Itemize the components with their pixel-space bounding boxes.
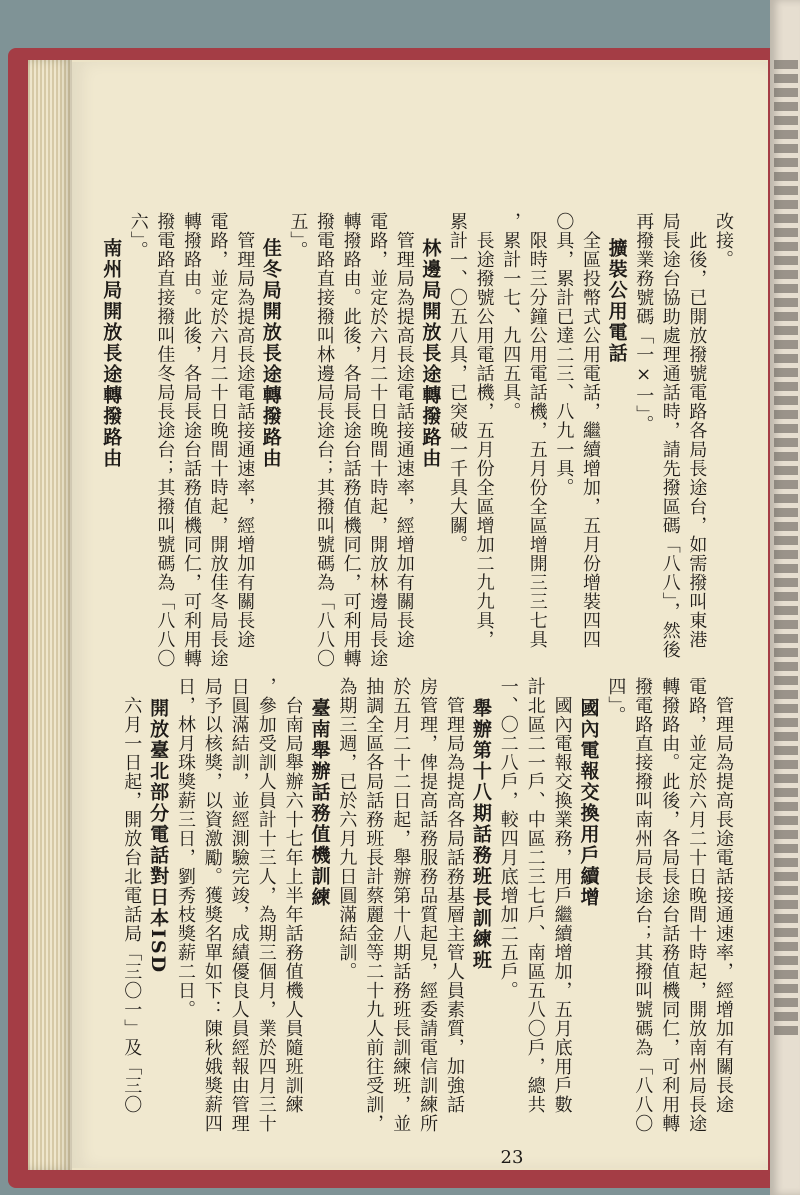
text-column: 撥電路直接撥叫林邊局長途台；其撥叫號碼為「八八〇 <box>314 212 335 668</box>
text-column: 管理局為提高各局話務基層主管人員素質，加強話 <box>444 677 465 1114</box>
text-column: 日，林月珠獎薪三日，劉秀枝獎薪二日。 <box>175 677 196 1019</box>
text-column: 四」。 <box>605 677 627 725</box>
text-column: 電路，並定於六月二十日晚間十時起，開放林邊局長途 <box>367 212 389 668</box>
text-column: 台南局舉辦六十七年上半年話務值機人員隨班訓練 <box>282 677 304 1114</box>
section-heading: 佳冬局開放長途轉撥路由 <box>259 238 282 469</box>
text-column: 限時三分鐘公用電話機，五月份全區增開三三七具 <box>526 212 548 649</box>
text-column: 管理局為提高長途電話接通速率，經增加有關長途 <box>393 212 415 649</box>
section-heading: 國內電報交換用戶續增 <box>577 698 600 908</box>
section-heading: 舉辦第十八期話務班長訓練班 <box>469 698 492 971</box>
text-column: 電路，並定於六月二十日晚間十時起，開放南州局長途 <box>686 677 708 1133</box>
book-page <box>72 62 768 1168</box>
text-column: 局予以核獎，以資激勵。獲獎名單如下：陳秋娥獎薪四 <box>201 677 223 1133</box>
text-column: 六」。 <box>127 212 149 260</box>
text-column: 轉撥路由。此後，各局長途台話務值機同仁，可利用轉 <box>659 677 681 1133</box>
text-column: 全區投幣式公用電話，繼續增加，五月份增裝四四 <box>580 212 601 649</box>
text-column: 轉撥路由。此後，各局長途台話務值機同仁，可利用轉 <box>340 212 362 668</box>
text-column: 為期三週，已於六月九日圓滿結訓。 <box>336 677 358 981</box>
text-column: 日圓滿結訓，並經測驗完竣，成績優良人員經報由管理 <box>228 677 250 1133</box>
text-column: 房管理，俾提高話務服務品質起見，經委請電信訓練所 <box>417 677 439 1133</box>
text-column: 〇具，累計已達二三、八九一具。 <box>553 212 575 497</box>
text-column: ，參加受訓人員計十三人，為期三個月，業於四月三十 <box>255 677 277 1133</box>
text-column: 撥電路直接撥叫佳冬局長途台；其撥叫號碼為「八八〇 <box>154 212 176 668</box>
text-column: ，累計一七、九四五具。 <box>500 212 522 421</box>
text-column: 計北區二一戶、中區二三七戶、南區五八〇戶，總共 <box>524 677 546 1114</box>
text-column: 管理局為提高長途電話接通速率，經增加有關長途 <box>713 677 734 1114</box>
text-column: 管理局為提高長途電話接通速率，經增加有關長途 <box>234 212 256 649</box>
section-heading: 南州局開放長途轉撥路由 <box>100 238 123 469</box>
text-column: 抽調全區各局話務班長計蔡麗金等二十九人前往受訓， <box>363 677 385 1133</box>
page-number: 23 <box>500 1147 524 1168</box>
section-heading: 擴裝公用電話 <box>605 238 628 364</box>
section-heading: 臺南舉辦話務值機訓練 <box>308 698 331 908</box>
text-column: 於五月二十二日起，舉辦第十八期話務班長訓練班，並 <box>390 677 412 1133</box>
section-heading: 林邊局開放長途轉撥路由 <box>419 238 442 469</box>
text-column: 一、〇二八戶，較四月底增加二五戶。 <box>497 677 519 1000</box>
text-column: 六月一日起，開放台北電話局「三〇一」及「三〇 <box>121 677 143 1114</box>
text-column: 長途撥號公用電話機，五月份全區增加二九九具， <box>473 212 495 649</box>
section-heading: 開放臺北部分電話對日本ISD <box>147 698 170 975</box>
adjacent-page <box>770 0 800 1195</box>
text-column: 此後，已開放撥號電路各局長途台，如需撥叫東港 <box>686 212 708 649</box>
text-column: 國內電報交換業務，用戶繼續增加，五月底用戶數 <box>551 677 573 1114</box>
text-column: 累計一、〇五八具，已突破一千具大關。 <box>447 212 468 554</box>
text-column: 改接。 <box>713 212 734 269</box>
text-column: 撥電路直接撥叫南州局長途台；其撥叫號碼為「八八〇 <box>632 677 654 1133</box>
text-column: 電路，並定於六月二十日晚間十時起，開放佳冬局長途 <box>207 212 229 668</box>
text-column: 五」。 <box>287 212 309 260</box>
text-column: 轉撥路由。此後，各局長途台話務值機同仁，可利用轉 <box>181 212 202 668</box>
text-column: 再撥業務號碼「一×一」。 <box>633 212 655 434</box>
text-column: 局長途台協助處理通話時，請先撥區碼「八八」，然後 <box>659 212 681 659</box>
page-edges <box>28 60 72 1170</box>
